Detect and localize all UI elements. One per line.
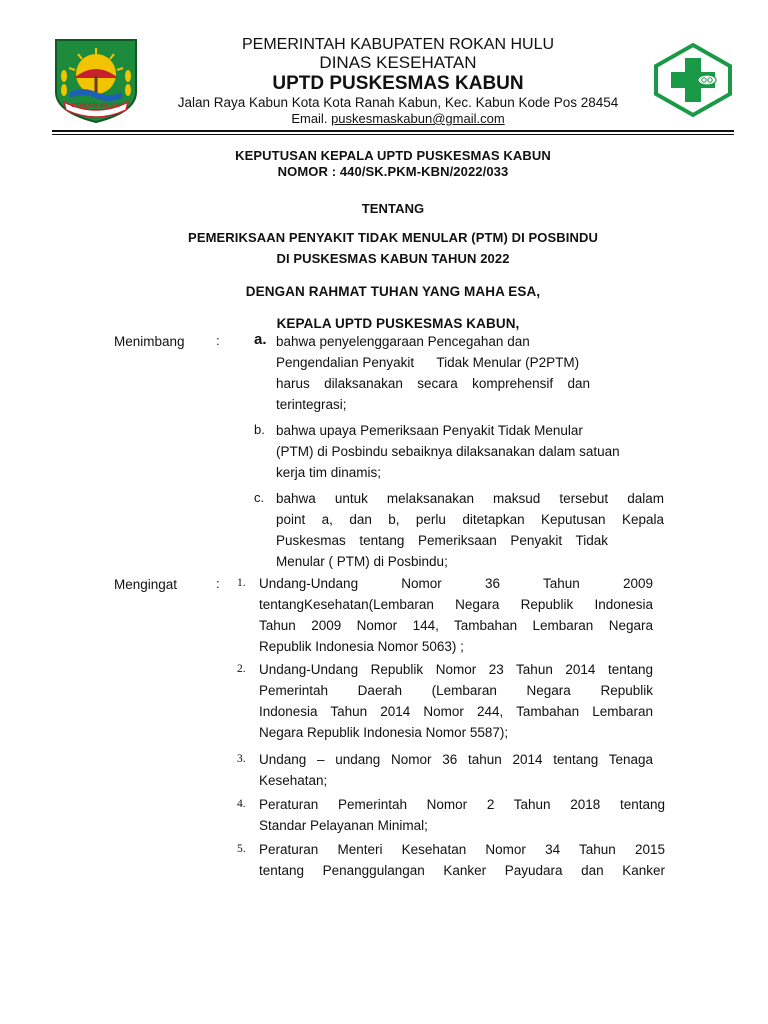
mengingat-marker-3: 3. [237, 753, 246, 765]
mengingat-item-2: Undang-Undang Republik Nomor 23 Tahun 2014 tentang Pemerintah Daerah (Lembaran Negara Republik Indonesia Tahun 2014 Nomor 244, Tambahan Lembaran Negara Republik Indonesia Nomor 5587); [259, 662, 653, 740]
menimbang-item-b: bahwa upaya Pemeriksaan Penyakit Tidak Menular (PTM) di Posbindu sebaiknya dilaksanakan dalam satuan kerja tim dinamis; [276, 423, 620, 480]
puskesmas-logo-icon [652, 42, 734, 118]
mengingat-marker-5: 5. [237, 843, 246, 855]
mengingat-marker-1: 1. [237, 577, 246, 589]
email-label: Email. [291, 111, 328, 126]
menimbang-item-c: bahwa untuk melaksanakan maksud tersebut dalam point a, dan b, perlu ditetapkan Keputusan Kepala Puskesmas tentang Pemeriksaan Penyakit Tidak Menular ( PTM) di Posbindu; [276, 491, 664, 569]
decree-title: KEPUTUSAN KEPALA UPTD PUSKESMAS KABUN [235, 148, 551, 163]
menimbang-colon: : [216, 333, 220, 348]
subject-line-2: DI PUSKESMAS KABUN TAHUN 2022 [276, 251, 510, 266]
mengingat-item-5: Peraturan Menteri Kesehatan Nomor 34 Tahun 2015 tentang Penanggulangan Kanker Payudara dan Kanker [259, 842, 665, 878]
agency-name: DINAS KESEHATAN [319, 53, 477, 72]
header-rule-thin [52, 134, 734, 135]
institution-name: UPTD PUSKESMAS KABUN [272, 73, 524, 94]
invocation: DENGAN RAHMAT TUHAN YANG MAHA ESA, [245, 284, 541, 299]
subject-line-1: PEMERIKSAAN PENYAKIT TIDAK MENULAR (PTM) DI POSBINDU [188, 230, 598, 245]
email-link[interactable]: puskesmaskabun@gmail.com [331, 111, 505, 126]
mengingat-item-3: Undang – undang Nomor 36 tahun 2014 tentang Tenaga Kesehatan; [259, 752, 653, 788]
mengingat-item-1: Undang-Undang Nomor 36 Tahun 2009 tentangKesehatan(Lembaran Negara Republik Indonesia Tahun 2009 Nomor 144, Tambahan Lembaran Negara Republik Indonesia Nomor 5063) ; [259, 576, 653, 654]
rokan-hulu-emblem-icon [52, 38, 140, 124]
mengingat-colon: : [216, 576, 220, 591]
mengingat-item-4: Peraturan Pemerintah Nomor 2 Tahun 2018 tentang Standar Pelayanan Minimal; [259, 797, 665, 833]
email-line [140, 111, 656, 126]
menimbang-label: Menimbang [114, 334, 185, 349]
menimbang-marker-c: c. [254, 490, 265, 505]
address-line: Jalan Raya Kabun Kota Kota Ranah Kabun, Kec. Kabun Kode Pos 28454 [177, 95, 619, 110]
tentang-heading: TENTANG [361, 201, 425, 216]
mengingat-marker-2: 2. [237, 663, 246, 675]
mengingat-label: Mengingat [114, 577, 178, 592]
letterhead [140, 36, 656, 126]
menimbang-item-a: bahwa penyelenggaraan Pencegahan dan Pengendalian Penyakit Tidak Menular (P2PTM) harus dilaksanakan secara komprehensif dan terintegrasi; [276, 334, 590, 412]
mengingat-marker-4: 4. [237, 798, 246, 810]
menimbang-marker-a: a. [254, 331, 267, 348]
government-name: PEMERINTAH KABUPATEN ROKAN HULU [241, 36, 555, 53]
menimbang-marker-b: b. [254, 422, 265, 437]
emblem-text: ROKAN HULU [71, 102, 121, 109]
official-title: KEPALA UPTD PUSKESMAS KABUN, [276, 316, 520, 331]
header-rule-thick [52, 130, 734, 132]
decree-number: NOMOR : 440/SK.PKM-KBN/2022/033 [277, 164, 509, 179]
